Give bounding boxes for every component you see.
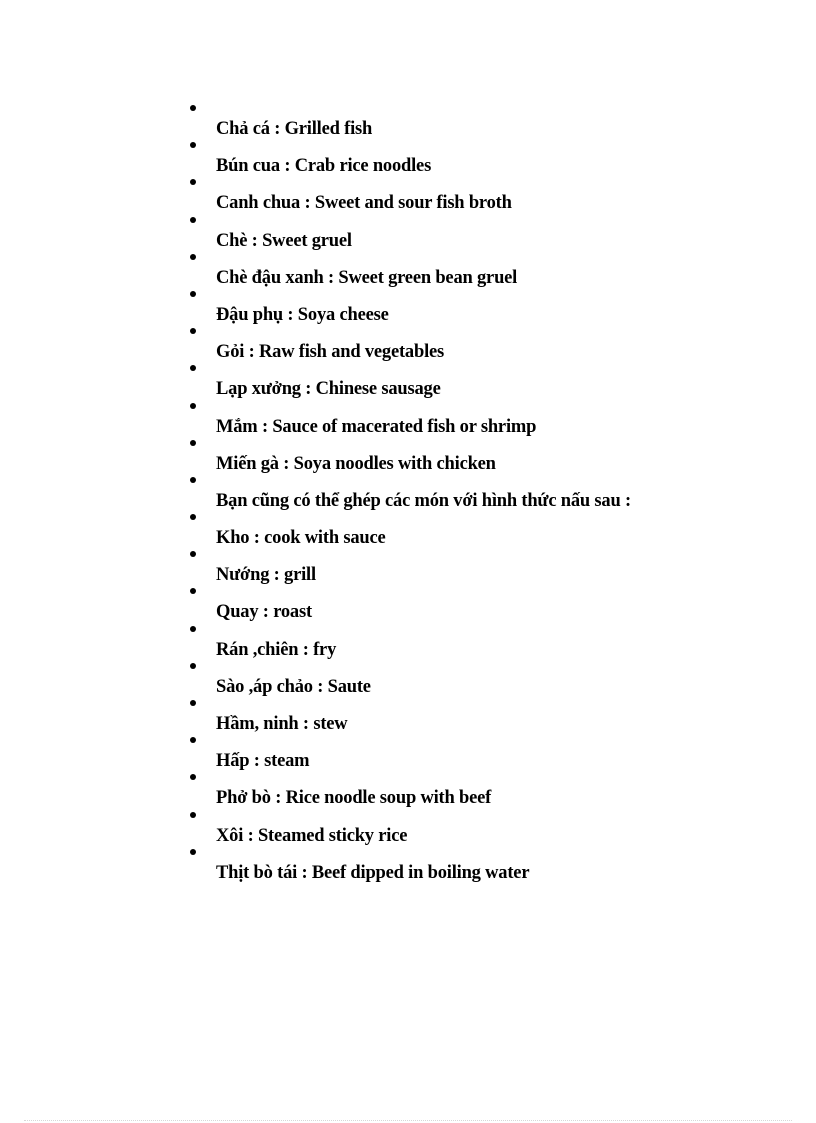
list-item-text: Nướng : grill (216, 565, 316, 586)
bullet-icon (190, 403, 196, 409)
list-item-text: Hầm, ninh : stew (216, 714, 348, 734)
list-item (0, 173, 816, 214)
bullet-icon (190, 774, 196, 780)
vocabulary-list (0, 99, 816, 883)
list-item-text: Kho : cook with sauce (216, 528, 386, 549)
bullet-icon (190, 179, 196, 185)
list-item (0, 471, 816, 511)
list-item (0, 397, 816, 437)
list-item-text: Phở bò : Rice noodle soup with beef (216, 788, 492, 809)
bullet-icon (190, 849, 196, 855)
list-item (0, 434, 816, 474)
list-item-text: Quay : roast (216, 602, 312, 623)
list-item-text: Miến gà : Soya noodles with chicken (216, 453, 496, 474)
bullet-icon (190, 217, 196, 223)
bullet-icon (190, 328, 196, 334)
bullet-icon (190, 291, 196, 297)
list-item (0, 843, 816, 883)
list-item-text: Mắm : Sauce of macerated fish or shrimp (216, 416, 537, 437)
bullet-icon (190, 365, 196, 371)
list-item-text: Xôi : Steamed sticky rice (216, 825, 408, 846)
list-item-text: Hấp : steam (216, 751, 310, 772)
list-item-text: Rán ,chiên : fry (216, 639, 337, 660)
bullet-icon (190, 514, 196, 520)
list-item-text: Chè : Sweet gruel (216, 230, 352, 251)
list-item-text: Chè đậu xanh : Sweet green bean gruel (216, 267, 518, 288)
list-item-text: Canh chua : Sweet and sour fish broth (216, 193, 512, 214)
list-item (0, 545, 816, 586)
list-item (0, 285, 816, 325)
bullet-icon (190, 626, 196, 632)
bullet-icon (190, 663, 196, 669)
list-item (0, 248, 816, 288)
list-item (0, 211, 816, 251)
list-item (0, 731, 816, 772)
list-item (0, 620, 816, 660)
bullet-icon (190, 477, 196, 483)
list-item (0, 694, 816, 734)
bullet-icon (190, 588, 196, 594)
bullet-icon (190, 812, 196, 818)
list-item (0, 657, 816, 697)
list-item-text: Gỏi : Raw fish and vegetables (216, 342, 445, 363)
list-item-text: Lạp xưởng : Chinese sausage (216, 379, 441, 400)
list-item (0, 768, 816, 809)
list-item (0, 806, 816, 846)
bullet-icon (190, 700, 196, 706)
list-item (0, 99, 816, 139)
list-item (0, 359, 816, 400)
bullet-icon (190, 551, 196, 557)
bullet-icon (190, 105, 196, 111)
list-item-text: Bún cua : Crab rice noodles (216, 156, 432, 177)
list-item-text: Bạn cũng có thể ghép các món với hình thức nấu sau : (216, 490, 631, 511)
list-item-text: Thịt bò tái : Beef dipped in boiling water (216, 862, 530, 883)
bullet-icon (190, 737, 196, 743)
bullet-icon (190, 440, 196, 446)
list-item-text: Đậu phụ : Soya cheese (216, 304, 389, 325)
list-item-text: Sào ,áp chảo : Saute (216, 676, 371, 697)
list-item-text: Chả cá : Grilled fish (216, 119, 373, 139)
bullet-icon (190, 254, 196, 260)
page-bottom-divider (24, 1120, 792, 1121)
list-item (0, 136, 816, 177)
list-item (0, 582, 816, 623)
bullet-icon (190, 142, 196, 148)
list-item (0, 322, 816, 363)
list-item (0, 508, 816, 549)
